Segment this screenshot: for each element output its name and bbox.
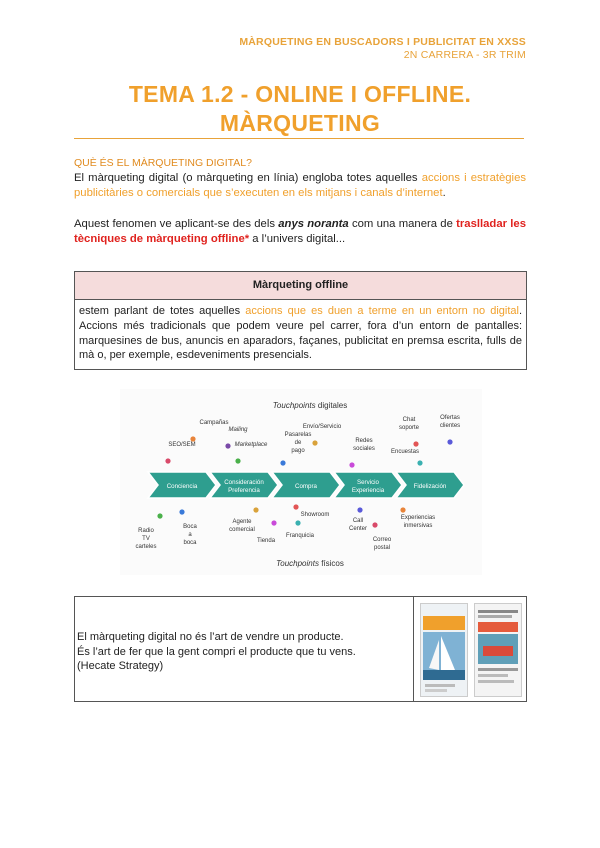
sailboat-image <box>421 604 467 696</box>
offline-text-end: . Accions més tradicionals que podem veure pel carrer, fora d’un entorn de pantalles: marquesines de bus, anuncis en aparadors, façanes, publicitat en premsa escrita, fulls de mà o, per exemple, esdeveniments presencials. <box>79 305 523 362</box>
top-touchpoint-label: Pasarelas <box>284 432 312 438</box>
bottom-touchpoint-dot <box>253 507 258 512</box>
top-touchpoint-dot <box>190 436 195 441</box>
bottom-touchpoint-label: Correo <box>372 537 392 543</box>
bottom-touchpoint-dot <box>372 522 377 527</box>
top-touchpoint-label: Mailing <box>228 427 248 433</box>
history-text-start: Aquest fenomen ve aplicant-se des dels <box>74 218 279 230</box>
quote-line2: És l’art de fer que la gent compri el producte que tu vens. <box>77 645 356 658</box>
bottom-touchpoint-label: Agente <box>232 519 252 525</box>
quote-source: (Hecate Strategy) <box>77 660 164 672</box>
bottom-touchpoint-label: Call <box>352 518 364 524</box>
top-touchpoint-dot <box>417 460 422 465</box>
history-nineties: anys noranta <box>278 218 349 230</box>
history-paragraph <box>74 217 526 246</box>
top-touchpoint-label: Marketplace <box>234 442 268 448</box>
bottom-touchpoint-label: Center <box>348 526 368 532</box>
bottom-touchpoint-dot <box>179 509 184 514</box>
top-touchpoint-label: Campañas <box>199 420 229 426</box>
quote-text <box>77 630 397 674</box>
stage-label: Compra <box>294 483 318 490</box>
top-touchpoint-label: soporte <box>398 425 420 431</box>
header-course-term: 2N CARRERA - 3R TRIM <box>403 49 526 61</box>
header-course-title: MÀRQUETING EN BUSCADORS I PUBLICITAT EN XXSS <box>239 36 526 48</box>
top-touchpoint-label: SEO/SEM <box>168 442 196 448</box>
quote-box <box>74 596 527 702</box>
bottom-label: Touchpoints físicos <box>276 559 344 568</box>
top-touchpoint-label: clientes <box>439 423 461 429</box>
offline-box-heading: Màrqueting offline <box>75 272 526 300</box>
offline-marketing-box <box>74 271 527 370</box>
stage-arrows <box>148 472 464 498</box>
stage-label: Servicio <box>356 479 380 486</box>
offline-box-body <box>75 300 526 369</box>
bottom-touchpoint-label: Experiencias <box>400 515 436 521</box>
bottom-touchpoint-dot <box>157 513 162 518</box>
title-divider <box>74 138 524 139</box>
bottom-touchpoint-label: Franquicia <box>285 533 315 539</box>
touchpoints-diagram <box>120 389 482 575</box>
top-touchpoint-label: Ofertas <box>440 415 460 421</box>
top-touchpoint-label: Chat <box>402 417 416 423</box>
top-touchpoint-label: pago <box>291 448 305 454</box>
history-text-end: a l’univers digital... <box>249 232 346 245</box>
bottom-touchpoint-label: Radio <box>138 528 154 534</box>
history-highlight: traslladar les tècniques de màrqueting offline* <box>74 218 526 245</box>
section-subtitle: QUÈ ÉS EL MÀRQUETING DIGITAL? <box>74 157 252 169</box>
bottom-touchpoint-dot <box>271 520 276 525</box>
offline-text-start: estem parlant de totes aquelles <box>79 305 246 317</box>
bottom-touchpoint-label: carteles <box>135 544 157 550</box>
top-touchpoint-label: Redes <box>355 438 373 444</box>
cruise-image <box>475 604 521 696</box>
top-touchpoint-dot <box>349 462 354 467</box>
top-touchpoint-dot <box>312 440 317 445</box>
stage-label: Experiencia <box>351 487 385 494</box>
definition-text-start: El màrqueting digital (o màrqueting en línia) engloba totes aquelles <box>74 172 422 184</box>
bottom-touchpoint-label: comercial <box>229 527 255 533</box>
top-touchpoint-dot <box>447 439 452 444</box>
history-text-mid: com una manera de <box>348 218 457 230</box>
stage-label: Consideración <box>224 479 264 486</box>
definition-highlight: accions i estratègies publicitàries o comercials que s’executen en els mitjans i canals d’internet <box>74 172 527 199</box>
top-touchpoint-dot <box>225 443 230 448</box>
top-touchpoint-dot <box>235 458 240 463</box>
page-title-line1: TEMA 1.2 - ONLINE I OFFLINE. <box>128 81 472 107</box>
bottom-touchpoint-dot <box>400 507 405 512</box>
bottom-touchpoint-dot <box>357 507 362 512</box>
top-touchpoint-label: Encuestas <box>390 449 420 455</box>
bottom-touchpoint-dot <box>293 504 298 509</box>
page-title <box>0 80 600 138</box>
bottom-touchpoint-dot <box>295 520 300 525</box>
document-header <box>239 36 526 62</box>
phone-mockup-sailboat <box>420 603 468 697</box>
bottom-touchpoint-label: Showroom <box>300 512 330 518</box>
definition-paragraph <box>74 171 526 200</box>
top-touchpoint-dot <box>280 460 285 465</box>
stage-label: Conciencia <box>166 483 198 490</box>
top-touchpoint-label: Envío/Servicio <box>302 424 342 430</box>
definition-text-end: . <box>442 186 446 199</box>
bottom-touchpoint-label: a <box>188 532 192 538</box>
top-touchpoint-dot <box>165 458 170 463</box>
bottom-touchpoint-label: Boca <box>183 524 197 530</box>
touchpoints-svg <box>120 389 482 575</box>
bottom-touchpoint-label: Tienda <box>256 538 276 544</box>
bottom-touchpoint-label: TV <box>142 536 150 542</box>
phone-mockup-cruise <box>474 603 522 697</box>
bottom-touchpoint-label: boca <box>183 540 197 546</box>
top-touchpoint-label: sociales <box>353 446 375 452</box>
bottom-touchpoint-label: inmersivas <box>403 523 433 529</box>
top-label: Touchpoints digitales <box>272 401 348 410</box>
quote-images <box>413 597 527 701</box>
stage-label: Fidelización <box>413 483 447 490</box>
top-touchpoint-dot <box>413 441 418 446</box>
top-touchpoint-label: de <box>294 440 302 446</box>
quote-line1: El màrqueting digital no és l’art de vendre un producte. <box>77 631 344 643</box>
page-title-line2: MÀRQUETING <box>219 110 381 136</box>
stage-label: Preferencia <box>228 487 260 494</box>
offline-highlight: accions que es duen a terme en un entorn no digital <box>245 305 519 317</box>
bottom-touchpoint-label: postal <box>373 545 391 551</box>
